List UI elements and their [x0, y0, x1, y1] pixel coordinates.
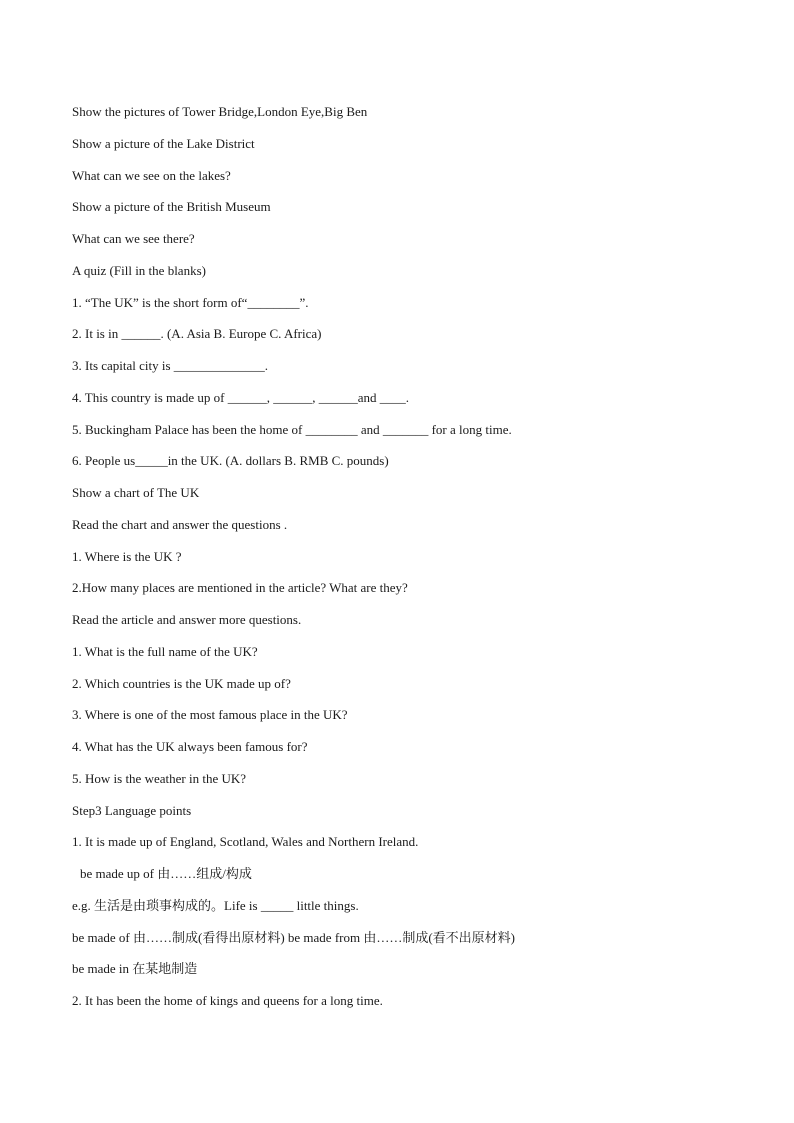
quiz-heading: A quiz (Fill in the blanks): [72, 262, 206, 278]
article-question-3: 3. Where is one of the most famous place in the UK?: [72, 707, 348, 723]
language-point-1: 1. It is made up of England, Scotland, Wales and Northern Ireland.: [72, 834, 419, 850]
quiz-item-4: 4. This country is made up of ______, ______, ______and ____.: [72, 389, 410, 405]
chart-questions-heading: Read the chart and answer the questions .: [72, 516, 288, 532]
quiz-item-2: 2. It is in ______. (A. Asia B. Europe C. Africa): [72, 326, 322, 342]
document-body: [72, 101, 752, 1022]
article-questions-heading: Read the article and answer more questions.: [72, 612, 302, 627]
instruction-british-museum: Show a picture of the British Museum: [72, 199, 271, 215]
article-question-1: 1. What is the full name of the UK?: [72, 643, 258, 659]
chart-question-1: 1. Where is the UK ?: [72, 548, 182, 564]
instruction-tower-bridge: Show the pictures of Tower Bridge,London Eye,Big Ben: [72, 104, 368, 119]
article-question-4: 4. What has the UK always been famous for?: [72, 739, 308, 754]
instruction-chart: Show a chart of The UK: [72, 485, 200, 500]
question-museum: What can we see there?: [72, 231, 195, 246]
instruction-lake-district: Show a picture of the Lake District: [72, 135, 255, 151]
quiz-item-5: 5. Buckingham Palace has been the home of ________ and _______ for a long time.: [72, 421, 512, 437]
article-question-5: 5. How is the weather in the UK?: [72, 770, 247, 786]
example-sentence: e.g. 生活是由琐事构成的。Life is _____ little things.: [72, 897, 359, 913]
chart-question-2: 2.How many places are mentioned in the article? What are they?: [72, 580, 408, 596]
language-points-heading: Step3 Language points: [72, 802, 192, 818]
quiz-item-3: 3. Its capital city is ______________.: [72, 358, 269, 373]
article-question-2: 2. Which countries is the UK made up of?: [72, 675, 291, 691]
question-lakes: What can we see on the lakes?: [72, 167, 231, 183]
language-point-2: 2. It has been the home of kings and queens for a long time.: [72, 993, 383, 1008]
quiz-item-1: 1. “The UK” is the short form of“________”.: [72, 294, 309, 310]
phrase-be-made-in: be made in 在某地制造: [72, 961, 198, 977]
quiz-item-6: 6. People us_____in the UK. (A. dollars B. RMB C. pounds): [72, 453, 389, 469]
phrase-be-made-of-from: be made of 由……制成(看得出原材料) be made from 由……制成(看不出原材料): [72, 929, 516, 945]
phrase-be-made-up-of: be made up of 由……组成/构成: [80, 866, 252, 881]
